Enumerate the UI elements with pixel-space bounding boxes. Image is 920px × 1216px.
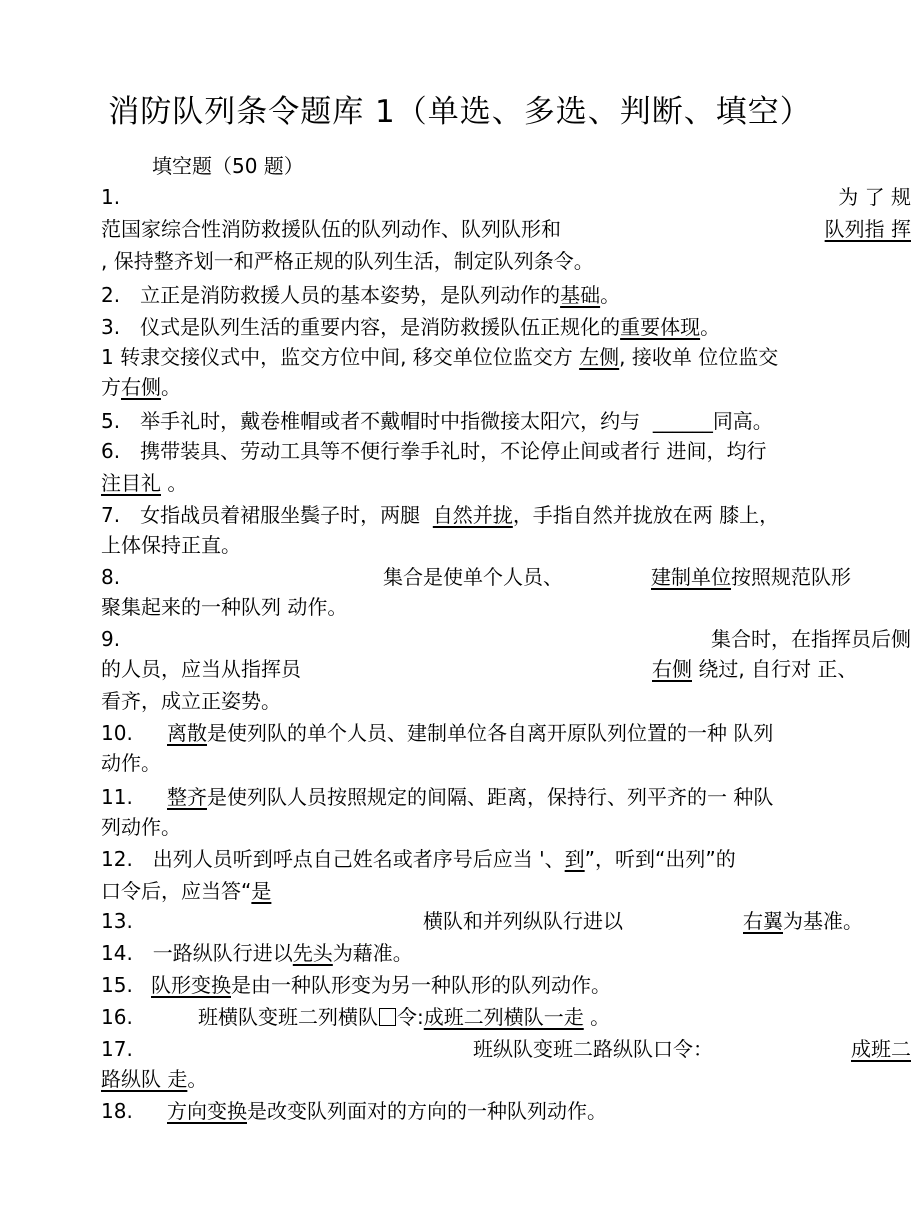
question-1-text: 范国家综合性消防救援队伍的队列动作、队列队形和: [101, 217, 561, 241]
question-16: [101, 1003, 911, 1031]
question-14: [101, 939, 911, 967]
question-9-line-3: [101, 687, 911, 715]
section-heading: 填空题（50 题）: [152, 154, 304, 178]
question-11-line-2: [101, 813, 911, 841]
question-11-number: 11.: [101, 785, 133, 809]
question-13-answer: 右翼: [743, 909, 783, 933]
question-4-answer-2: 右侧: [121, 375, 161, 399]
question-11-text: 是使列队人员按照规定的间隔、距离，保持行、列平齐的一 种队: [207, 785, 774, 809]
question-1-line-2: [101, 215, 911, 243]
question-14-text: 14. 一路纵队行进以: [101, 941, 293, 965]
question-1-text-right: 为 了 规: [838, 185, 911, 209]
question-1-text-cont: , 保持整齐划一和严格正规的队列生活，制定队列条令。: [101, 249, 594, 273]
question-3-answer: 重要体现: [620, 315, 701, 339]
question-7-answer: 自然并拢: [432, 503, 513, 527]
question-2-text: 2. 立正是消防救援人员的基本姿势，是队列动作的: [101, 283, 561, 307]
question-15-answer: 队形变换: [151, 973, 231, 997]
question-17-line-1: [101, 1035, 911, 1063]
question-8-text-cont: 聚集起来的一种队列 动作。: [101, 595, 348, 619]
question-12-text-cont: 口令后，应当答“: [101, 879, 252, 903]
question-4-end: 。: [161, 375, 181, 399]
question-12-text-post: ”，听到“出列”的: [584, 847, 736, 871]
question-9-text-cont: 的人员，应当从指挥员: [101, 657, 301, 681]
question-3-text: 3. 仪式是队列生活的重要内容，是消防救援队伍正规化的: [101, 315, 621, 339]
question-8-number: 8.: [101, 565, 121, 589]
question-4-line-1: [101, 343, 911, 371]
question-4-line-2: [101, 373, 911, 401]
question-15: [101, 971, 911, 999]
question-14-answer: 先头: [292, 941, 333, 965]
question-1-line-1: [101, 183, 911, 211]
question-5-end: 同高。: [712, 409, 773, 433]
question-16-number: 16.: [101, 1005, 133, 1029]
question-5-text: 5. 举手礼时，戴卷椎帽或者不戴帽时中指微接太阳穴，约与: [101, 409, 641, 433]
question-3: [101, 313, 911, 341]
question-17-answer: 成班二: [851, 1037, 911, 1061]
square-box-icon: [379, 1008, 396, 1026]
question-10-answer: 离散: [167, 721, 207, 745]
question-18-text: 是改变队列面对的方向的一种队列动作。: [247, 1099, 607, 1123]
question-7-line-2: [101, 531, 911, 559]
question-6-line-1: [101, 437, 911, 465]
question-2-answer: 基础: [560, 283, 601, 307]
question-4-answer-1: 左侧: [579, 345, 620, 369]
question-5-blank: ______: [652, 409, 713, 433]
question-8-line-1: [101, 563, 911, 591]
question-11-text-cont: 列动作。: [101, 815, 181, 839]
question-6-answer: 注目礼: [101, 471, 161, 495]
question-6-line-2: [101, 469, 911, 497]
question-2: [101, 281, 911, 309]
question-8-line-2: [101, 593, 911, 621]
question-3-end: 。: [700, 315, 721, 339]
question-13: [101, 907, 911, 935]
question-11-answer: 整齐: [167, 785, 207, 809]
question-14-end: 为藉准。: [332, 941, 413, 965]
question-17-end: 。: [187, 1067, 208, 1091]
question-8-text-post: 按照规范队形: [731, 565, 851, 589]
question-17-answer-cont: 路纵队 走: [101, 1067, 188, 1091]
question-8-text: 集合是使单个人员、: [383, 565, 563, 589]
question-13-number: 13.: [101, 909, 133, 933]
question-10-text-cont: 动作。: [101, 751, 161, 775]
question-7-line-1: [101, 501, 911, 529]
question-18-answer: 方向变换: [167, 1099, 247, 1123]
question-7-text: 7. 女指战员着裙服坐鬓子时，两腿: [101, 503, 421, 527]
question-13-end: 为基准。: [783, 909, 863, 933]
question-9-text-end: 看齐，成立正姿势。: [101, 689, 281, 713]
question-1-line-3: [101, 247, 911, 275]
question-15-number: 15.: [101, 973, 133, 997]
question-18-number: 18.: [101, 1099, 133, 1123]
question-10-number: 10.: [101, 721, 133, 745]
question-8-answer: 建制单位: [651, 565, 731, 589]
question-7-text-post: ，手指自然并拢放在两 膝上，: [512, 503, 780, 527]
question-1-number: 1.: [101, 185, 121, 209]
question-4-text-mid: , 接收单 位位监交: [619, 345, 779, 369]
question-2-end: 。: [600, 283, 621, 307]
question-16-text: 班横队变班二列横队: [198, 1005, 378, 1029]
question-12-answer-1: 到: [564, 847, 585, 871]
question-12-answer-2: 是: [251, 879, 272, 903]
question-17-text: 班纵队变班二路纵队口令：: [473, 1037, 713, 1061]
question-6-text: 6. 携带装具、劳动工具等不便行拳手礼时，不论停止间或者行 进间，均行: [101, 439, 767, 463]
question-9-line-2: [101, 655, 911, 683]
question-16-text-mid: 令:: [397, 1005, 424, 1029]
question-5: [101, 407, 911, 435]
question-12-line-1: [101, 845, 911, 873]
question-9-number: 9.: [101, 627, 121, 651]
question-9-text-post: 绕过, 自行对 正、: [692, 657, 858, 681]
question-1-answer: 队列指 挥: [824, 217, 911, 241]
page-title: 消防队列条令题库 1（单选、多选、判断、填空）: [108, 94, 812, 130]
question-17-number: 17.: [101, 1037, 133, 1061]
question-17-line-2: [101, 1065, 911, 1093]
question-4-text: 1 转隶交接仪式中，监交方位中间, 移交单位位监交方: [101, 345, 573, 369]
question-9-line-1: [101, 625, 911, 653]
question-13-text: 横队和并列纵队行进以: [423, 909, 623, 933]
question-16-end: 。: [583, 1005, 611, 1029]
question-10-text: 是使列队的单个人员、建制单位各自离开原队列位置的一种 队列: [207, 721, 774, 745]
question-12-line-2: [101, 877, 911, 905]
question-7-text-cont: 上体保持正直。: [101, 533, 241, 557]
question-15-text: 是由一种队形变为另一种队形的队列动作。: [231, 973, 611, 997]
question-11-line-1: [101, 783, 911, 811]
question-18: [101, 1097, 911, 1125]
question-16-answer: 成班二列横队一走: [423, 1005, 584, 1029]
question-6-end: 。: [161, 471, 188, 495]
question-10-line-1: [101, 719, 911, 747]
question-9-text: 集合时，在指挥员后侧: [711, 627, 911, 651]
question-12-text: 12. 出列人员听到呼点自己姓名或者序号后应当 '、: [101, 847, 565, 871]
question-10-line-2: [101, 749, 911, 777]
question-4-text-cont: 方: [101, 375, 121, 399]
question-9-answer: 右侧: [652, 657, 692, 681]
